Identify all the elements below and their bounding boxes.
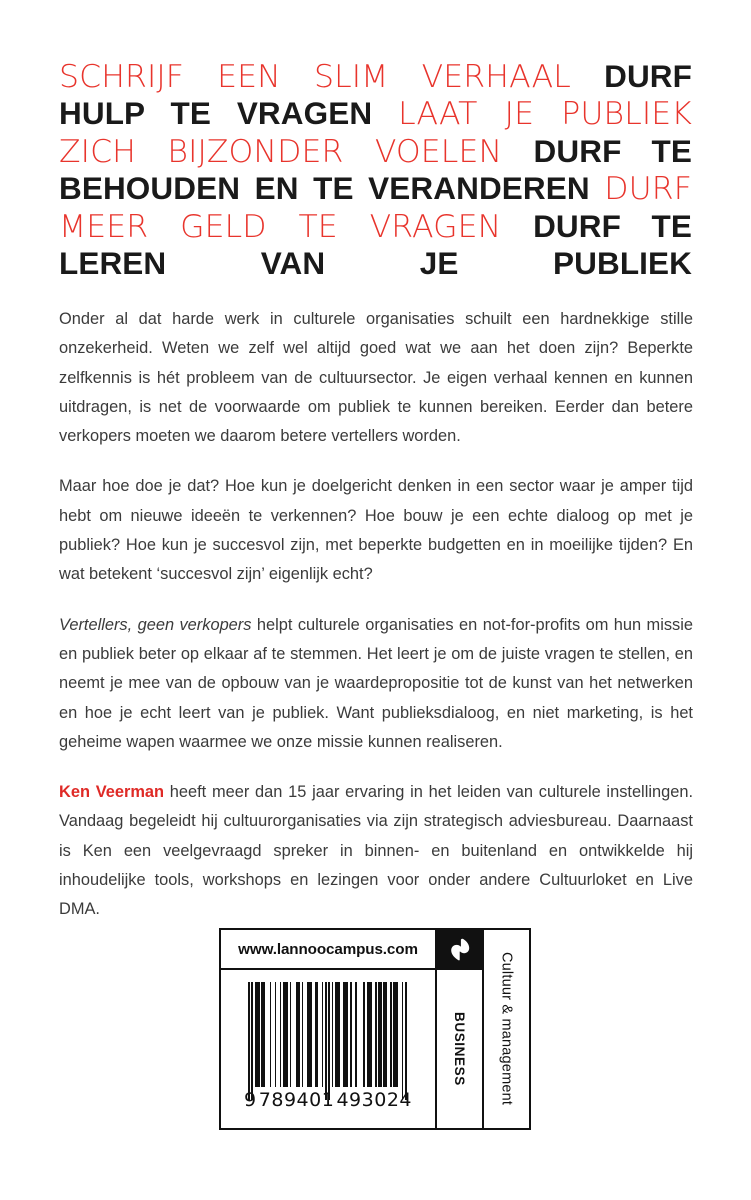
barcode-bars [248,982,408,1087]
blurb-paragraph-3-rest: helpt culturele organisaties en not-for-profits om hun missie en publiek beter op elkaar af te stemmen. Het leert je om de juiste vragen te stellen, en neemt je mee van de opbouw van je waardepropositie tot de kunst van het netwerken en hoe je echt leert van je publiek. Want publieksdialoog, en niet marketing, is het geheime wapen waarmee we onze missie kunnen realiseren. [59,615,693,751]
barcode-column [221,930,437,1128]
category-label: BUSINESS [452,1012,467,1086]
headline-segment-4: DURF TE BEHOUDEN EN TE VERANDEREN [59,132,692,207]
headline-segment-3: LAAT JE PUBLIEK ZICH BIJZONDER VOELEN [59,96,692,170]
blurb-paragraph-3 [59,611,693,757]
barcode-group-left: 789401 [258,1089,335,1111]
blurb-paragraph-4 [59,778,693,924]
series-label: Cultuur & management [498,952,515,1106]
headline-segment-1: SCHRIJF EEN SLIM VERHAAL [59,59,605,95]
publisher-website: www.lannoocampus.com [221,930,435,970]
headline-segment-6: DURF TE LEREN VAN JE PUBLIEK [59,207,692,282]
barcode [221,970,435,1128]
lannoo-leaf-icon [437,930,482,970]
barcode-digits [242,1089,414,1111]
series-column [484,930,529,1128]
publisher-barcode-block [219,928,531,1130]
publisher-logo-column [437,930,484,1128]
book-title-mention: Vertellers, geen verkopers [59,615,252,634]
cover-headline [59,58,692,281]
barcode-group-right: 493024 [336,1089,412,1111]
headline-segment-2: DURF HULP TE VRAGEN [59,58,692,132]
barcode-lead-digit: 9 [244,1089,257,1111]
blurb-paragraph-2: Maar hoe doe je dat? Hoe kun je doelgericht denken in een sector waar je amper tijd hebt om nieuwe ideeën te verkennen? Hoe bouw je een echte dialoog op met je publiek? Hoe kun je succesvol zijn, met beperkte budgetten en in moeilijke tijden? En wat betekent ‘succesvol zijn’ eigenlijk echt? [59,477,693,584]
author-name: Ken Veerman [59,783,165,802]
blurb-paragraph-1: Onder al dat harde werk in culturele organisaties schuilt een hardnekkige stille onzekerheid. Weten we zelf wel altijd goed wat we aan het doen zijn? Beperkte zelfkennis is hét probleem van de cultuursector. Je eigen verhaal kennen en kunnen uitdragen, is net de voorwaarde om publiek te kunnen bereiken. Eerder dan betere verkopers moeten we daarom betere vertellers worden. [59,310,693,446]
author-bio-rest: heeft meer dan 15 jaar ervaring in het leiden van culturele instellingen. Vandaag begeleidt hij cultuurorganisaties via zijn strategisch adviesbureau. Daarnaast is Ken een veelgevraagd spreker in binnen- en buitenland en ontwikkelde hij inhoudelijke tools, workshops en lezingen voor onder andere Cultuurloket en Live DMA. [59,783,693,919]
headline-segment-5: DURF MEER GELD TE VRAGEN [59,171,692,245]
blurb-text [59,305,693,925]
